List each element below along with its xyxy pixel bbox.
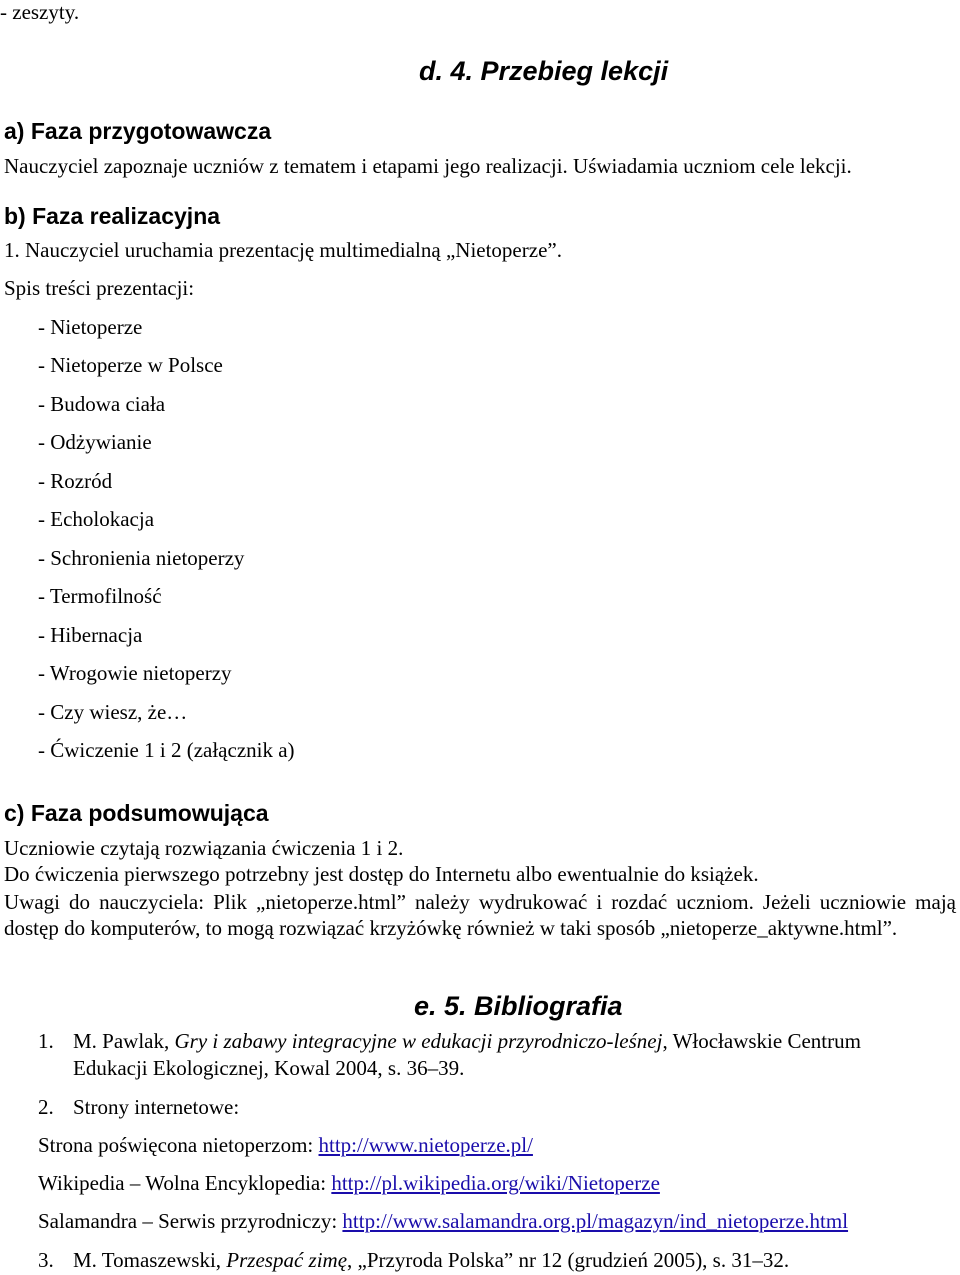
web-link-label: Salamandra – Serwis przyrodniczy: bbox=[38, 1209, 343, 1233]
bib-item-number: 2. bbox=[38, 1095, 54, 1119]
bib-source: , „Przyroda Polska” nr 12 (grudzień 2005), s. 31–32. bbox=[347, 1248, 790, 1272]
bib-author: M. Tomaszewski, bbox=[73, 1248, 227, 1272]
nietoperze-link[interactable]: http://www.nietoperze.pl/ bbox=[318, 1133, 533, 1157]
salamandra-link[interactable]: http://www.salamandra.org.pl/magazyn/ind_nietoperze.html bbox=[342, 1209, 849, 1233]
bib-item-2: Strony internetowe: bbox=[73, 1095, 240, 1119]
section-e-heading: e. 5. Bibliografia bbox=[414, 991, 623, 1021]
toc-item: - Termofilność bbox=[38, 584, 162, 608]
toc-item: - Czy wiesz, że… bbox=[38, 700, 188, 724]
wikipedia-link[interactable]: http://pl.wikipedia.org/wiki/Nietoperze bbox=[331, 1171, 660, 1195]
toc-item: - Budowa ciała bbox=[38, 392, 166, 416]
phase-c-line2: Do ćwiczenia pierwszego potrzebny jest dostęp do Internetu albo ewentualnie do książek. bbox=[4, 862, 759, 886]
web-link-label: Wikipedia – Wolna Encyklopedia: bbox=[38, 1171, 332, 1195]
toc-item: - Ćwiczenie 1 i 2 (załącznik a) bbox=[38, 738, 295, 762]
bib-item-number: 1. bbox=[38, 1029, 54, 1053]
phase-c-heading: c) Faza podsumowująca bbox=[4, 800, 269, 826]
bib-publisher: , Włocławskie Centrum bbox=[662, 1029, 861, 1053]
toc-item: - Odżywianie bbox=[38, 430, 152, 454]
toc-item: - Nietoperze w Polsce bbox=[38, 353, 223, 377]
toc-item: - Schronienia nietoperzy bbox=[38, 546, 245, 570]
bib-item-3 bbox=[73, 1248, 789, 1273]
intro-fragment: - zeszyty. bbox=[0, 0, 80, 24]
bib-title: Przespać zimę bbox=[226, 1248, 348, 1272]
section-d-heading: d. 4. Przebieg lekcji bbox=[419, 56, 669, 86]
bib-author: M. Pawlak, bbox=[73, 1029, 175, 1053]
toc-label: Spis treści prezentacji: bbox=[4, 276, 195, 300]
phase-a-heading: a) Faza przygotowawcza bbox=[4, 118, 272, 144]
phase-b-heading: b) Faza realizacyjna bbox=[4, 203, 221, 229]
web-link-row bbox=[38, 1133, 533, 1158]
web-link-row bbox=[38, 1209, 848, 1234]
toc-item: - Echolokacja bbox=[38, 507, 155, 531]
bib-item-1 bbox=[73, 1029, 861, 1054]
web-link-label: Strona poświęcona nietoperzom: bbox=[38, 1133, 319, 1157]
toc-item: - Wrogowie nietoperzy bbox=[38, 661, 232, 685]
phase-c-line1: Uczniowie czytają rozwiązania ćwiczenia 1 i 2. bbox=[4, 836, 404, 860]
phase-c-line3: Uwagi do nauczyciela: Plik „nietoperze.html” należy wydrukować i rozdać uczniom. Jeżeli uczniowie mają dostęp do komputerów, to mogą rozwiązać krzyżówkę również w taki sposób „nietoperze_aktywne.html”. bbox=[4, 890, 956, 940]
phase-b-step1: 1. Nauczyciel uruchamia prezentację multimedialną „Nietoperze”. bbox=[4, 238, 562, 262]
toc-item: - Nietoperze bbox=[38, 315, 143, 339]
toc-item: - Rozród bbox=[38, 469, 113, 493]
web-link-row bbox=[38, 1171, 660, 1196]
bib-item-number: 3. bbox=[38, 1248, 54, 1272]
bib-title: Gry i zabawy integracyjne w edukacji przyrodniczo-leśnej bbox=[174, 1029, 663, 1053]
phase-a-text: Nauczyciel zapoznaje uczniów z tematem i etapami jego realizacji. Uświadamia uczniom cele lekcji. bbox=[4, 154, 852, 178]
bib-item-1-line2: Edukacji Ekologicznej, Kowal 2004, s. 36–39. bbox=[73, 1056, 465, 1080]
toc-item: - Hibernacja bbox=[38, 623, 143, 647]
